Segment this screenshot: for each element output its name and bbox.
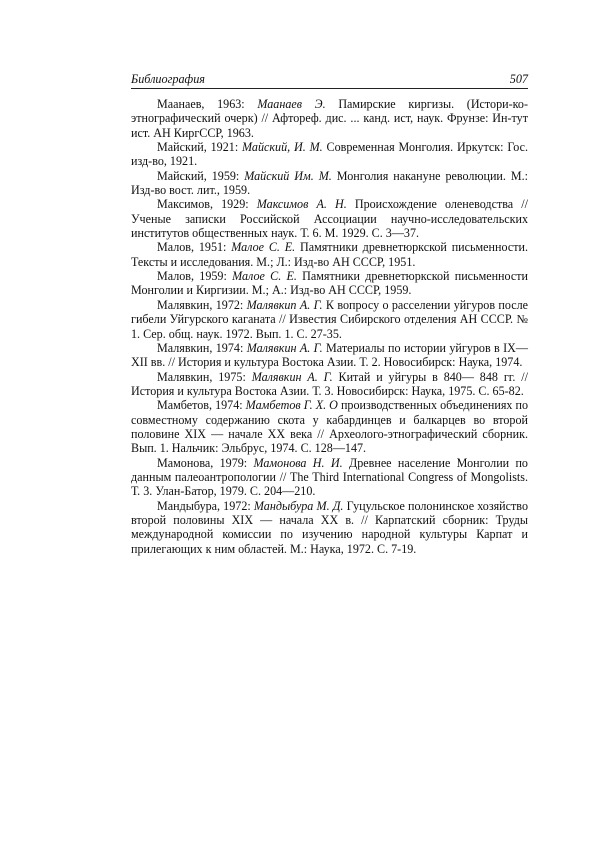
entry-text: Монголия накануне революции. М.: Изд-во вост. лит., 1959. bbox=[131, 168, 528, 198]
entry-citation-key: Малов, 1959: bbox=[157, 269, 233, 284]
entry-author: Мамонова Н. И. bbox=[253, 455, 343, 470]
entry-text: Происхождение оленеводства // Ученые записки Российской Ассоциации научно-исследовательских институтов общественных наук. Т. 6. М. 1929. С. 3—37. bbox=[131, 197, 528, 241]
running-header-title: Библиография bbox=[131, 72, 205, 86]
bibliography-entry bbox=[131, 269, 528, 298]
entry-author: Мандыбура М. Д. bbox=[253, 498, 344, 513]
entry-author: Мамбетов Г. Х. О bbox=[245, 398, 338, 413]
entry-citation-key: Мамонова, 1979: bbox=[157, 455, 254, 470]
entry-author: Малое С. Е. bbox=[232, 269, 297, 284]
entry-text: Памирские киргизы. (Истори-ко-этнографический очерк) // Афтореф. дис. ... канд. ист, наук. Фрунзе: Ин-тут ист. АН КиргССР, 1963. bbox=[131, 97, 528, 140]
entry-citation-key: Малявкин, 1974: bbox=[157, 340, 247, 355]
entry-citation-key: Малов, 1951: bbox=[157, 240, 232, 255]
entry-author: Маанаев Э. bbox=[257, 97, 326, 111]
bibliography-entry bbox=[131, 140, 528, 169]
entry-citation-key: Мамбетов, 1974: bbox=[157, 398, 246, 413]
bibliography-entry bbox=[131, 370, 528, 399]
entry-author: Малявкип А. Г. bbox=[246, 297, 323, 312]
entry-author: Малое С. Е. bbox=[231, 240, 296, 255]
entry-text: Современная Монголия. Иркутск: Гос. изд-во, 1921. bbox=[131, 140, 529, 169]
running-header bbox=[131, 71, 528, 87]
entry-text: Гуцульское полонинское хозяйство второй половины XIX — начала XX в. // Карпатский сборник: Труды международной комиссии по изучению народной культуры Карпат и прилегающих к ним областей. М.: Наука, 1972. С. 7-19. bbox=[131, 498, 528, 556]
header-rule bbox=[131, 88, 528, 89]
bibliography-entry bbox=[131, 398, 528, 455]
entry-text: Памятники древнетюркской письменности. Тексты и исследования. М.; Л.: Изд-во АН СССР, 1951. bbox=[131, 240, 528, 269]
bibliography-entry bbox=[131, 341, 528, 370]
entry-author: Максимов А. Н. bbox=[256, 197, 347, 212]
entry-author: Малявкин А. Г. bbox=[251, 369, 333, 384]
entry-text: Материалы по истории уйгуров в IX—XII вв. // История и культура Востока Азии. Т. 2. Новосибирск: Наука, 1974. bbox=[131, 340, 528, 370]
entry-text: К вопросу о расселении уйгуров после гибели Уйгурского каганата // Известия Сибирского отделения АН СССР. № 1. Сер. общ. наук. 1972. Вып. 1. С. 27-35. bbox=[131, 297, 528, 341]
entry-text: производственных объединениях по совместному содержанию скота у кабардинцев и балкарцев во второй половине XIX — начале XX века // Археолого-этнографический сборник. Вып. 1. Нальчик: Эльбрус, 1974. С. 128—147. bbox=[131, 398, 529, 456]
bibliography-entry bbox=[131, 456, 528, 499]
bibliography-entry bbox=[131, 97, 528, 140]
entry-author: Майский, И. М. bbox=[242, 140, 323, 155]
bibliography-entry bbox=[131, 169, 528, 198]
bibliography-entry bbox=[131, 197, 528, 240]
entry-citation-key: Маанаев, 1963: bbox=[157, 97, 258, 111]
page-number: 507 bbox=[509, 72, 528, 86]
entry-citation-key: Майский, 1959: bbox=[157, 168, 245, 183]
entry-citation-key: Максимов, 1929: bbox=[157, 197, 257, 212]
bibliography-list bbox=[131, 97, 528, 556]
bibliography-entry bbox=[131, 240, 528, 269]
bibliography-entry bbox=[131, 298, 528, 341]
entry-author: Майский Им. М. bbox=[244, 168, 332, 183]
entry-citation-key: Малявкин, 1972: bbox=[157, 297, 247, 312]
entry-text: Китай и уйгуры в 840— 848 гг. // История и культура Востока Азии. Т. 3. Новосибирск: Наука, 1975. С. 65-82. bbox=[131, 369, 528, 398]
bibliography-entry bbox=[131, 499, 528, 556]
entry-citation-key: Малявкин, 1975: bbox=[157, 369, 252, 384]
entry-text: Памятники древнетюркской письменности Монголии и Киргизии. М.; А.: Изд-во АН СССР, 1959. bbox=[131, 269, 529, 298]
entry-citation-key: Мандыбура, 1972: bbox=[157, 498, 254, 513]
entry-author: Малявкин А. Г. bbox=[246, 340, 323, 355]
entry-text: Древнее население Монголии по данным палеоантропологии // The Third International Congress of Mongolists. Т. 3. Улан-Батор, 1979. С. 204—210. bbox=[131, 455, 528, 499]
entry-citation-key: Майский, 1921: bbox=[157, 140, 243, 155]
